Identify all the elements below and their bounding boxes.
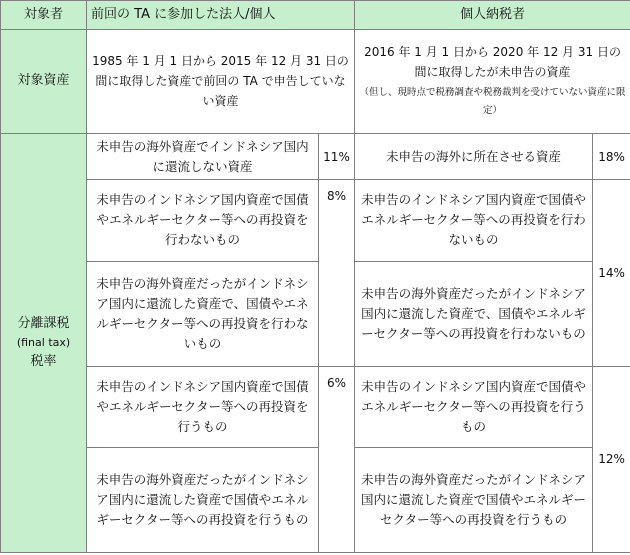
prev-domestic-no-invest: 未申告のインドネシア国内資産で国債やエネルギーセクター等への再投資を行わないもの (87, 180, 319, 261)
indiv-domestic-no-invest: 未申告のインドネシア国内資産で国債やエネルギーセクター等への再投資を行わないもの (355, 180, 593, 261)
header-subject: 対象者 (1, 1, 87, 30)
indiv-repatriated-no-invest: 未申告の海外資産だったがインドネシア国内に還流した資産で、国債やエネルギーセクター等への再投資を行わないもの (355, 261, 593, 366)
rate-8: 8% (319, 180, 355, 366)
rate-row-5 (1, 448, 630, 553)
header-individual-taxpayers: 個人納税者 (355, 1, 630, 30)
rate-row-2 (1, 180, 630, 261)
rate-6: 6% (319, 366, 355, 552)
rate-14: 14% (593, 180, 630, 366)
assets-individual-note: （但し、現時点で税務調査や税務裁判を受けていない資産に限定） (359, 87, 626, 117)
rate-row-3 (1, 261, 630, 366)
assets-previous-description: 1985 年 1 月 1 日から 2015 年 12 月 31 日の間に取得した資産で前回の TA で申告していない資産 (87, 29, 355, 134)
header-previous-participants: 前回の TA に参加した法人/個人 (87, 1, 355, 30)
rate-12: 12% (593, 366, 630, 552)
assets-row (1, 29, 630, 134)
rate-label-line2: (final tax) (16, 336, 71, 350)
indiv-repatriated-invest: 未申告の海外資産だったがインドネシア国内に還流した資産で国債やエネルギーセクター等への再投資を行うもの (355, 448, 593, 553)
rate-11: 11% (319, 134, 355, 180)
header-row (1, 1, 630, 30)
prev-overseas-no-repatriation: 未申告の海外資産でインドネシア国内に還流しない資産 (87, 134, 319, 180)
row-label-target-assets: 対象資産 (1, 29, 87, 134)
rate-row-1 (1, 134, 630, 180)
rate-label-line1: 分離課税 (17, 316, 70, 332)
row-label-final-tax-rate (1, 134, 87, 553)
prev-repatriated-no-invest: 未申告の海外資産だったがインドネシア国内に還流した資産で、国債やエネルギーセクター等への再投資を行わないもの (87, 261, 319, 366)
prev-repatriated-invest: 未申告の海外資産だったがインドネシア国内に還流した資産で国債やエネルギーセクター等への再投資を行うもの (87, 448, 319, 553)
indiv-overseas-located: 未申告の海外に所在させる資産 (355, 134, 593, 180)
assets-individual-description (355, 29, 630, 134)
indiv-domestic-invest: 未申告のインドネシア国内資産で国債やエネルギーセクター等への再投資を行うもの (355, 366, 593, 447)
rate-row-4 (1, 366, 630, 447)
rate-label-line3: 税率 (30, 354, 57, 370)
prev-domestic-invest: 未申告のインドネシア国内資産で国債やエネルギーセクター等への再投資を行うもの (87, 366, 319, 447)
rate-18: 18% (593, 134, 630, 180)
assets-individual-text: 2016 年 1 月 1 日から 2020 年 12 月 31 日の間に取得したが未申告の資産 (364, 45, 621, 80)
